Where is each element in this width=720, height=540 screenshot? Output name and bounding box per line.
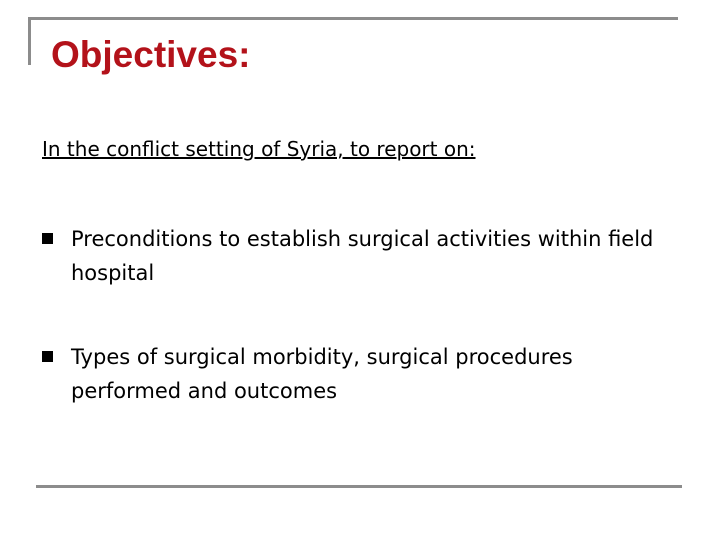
bottom-divider [36,485,682,488]
frame-top-border [28,17,678,20]
square-bullet-icon [42,351,53,362]
bullet-text: Preconditions to establish surgical activities within field hospital [71,227,654,285]
bullet-text: Types of surgical morbidity, surgical procedures performed and outcomes [71,345,573,403]
intro-heading: In the conflict setting of Syria, to report on: [42,137,476,161]
square-bullet-icon [42,233,53,244]
frame-left-border [28,17,31,65]
slide-title: Objectives: [51,34,251,75]
